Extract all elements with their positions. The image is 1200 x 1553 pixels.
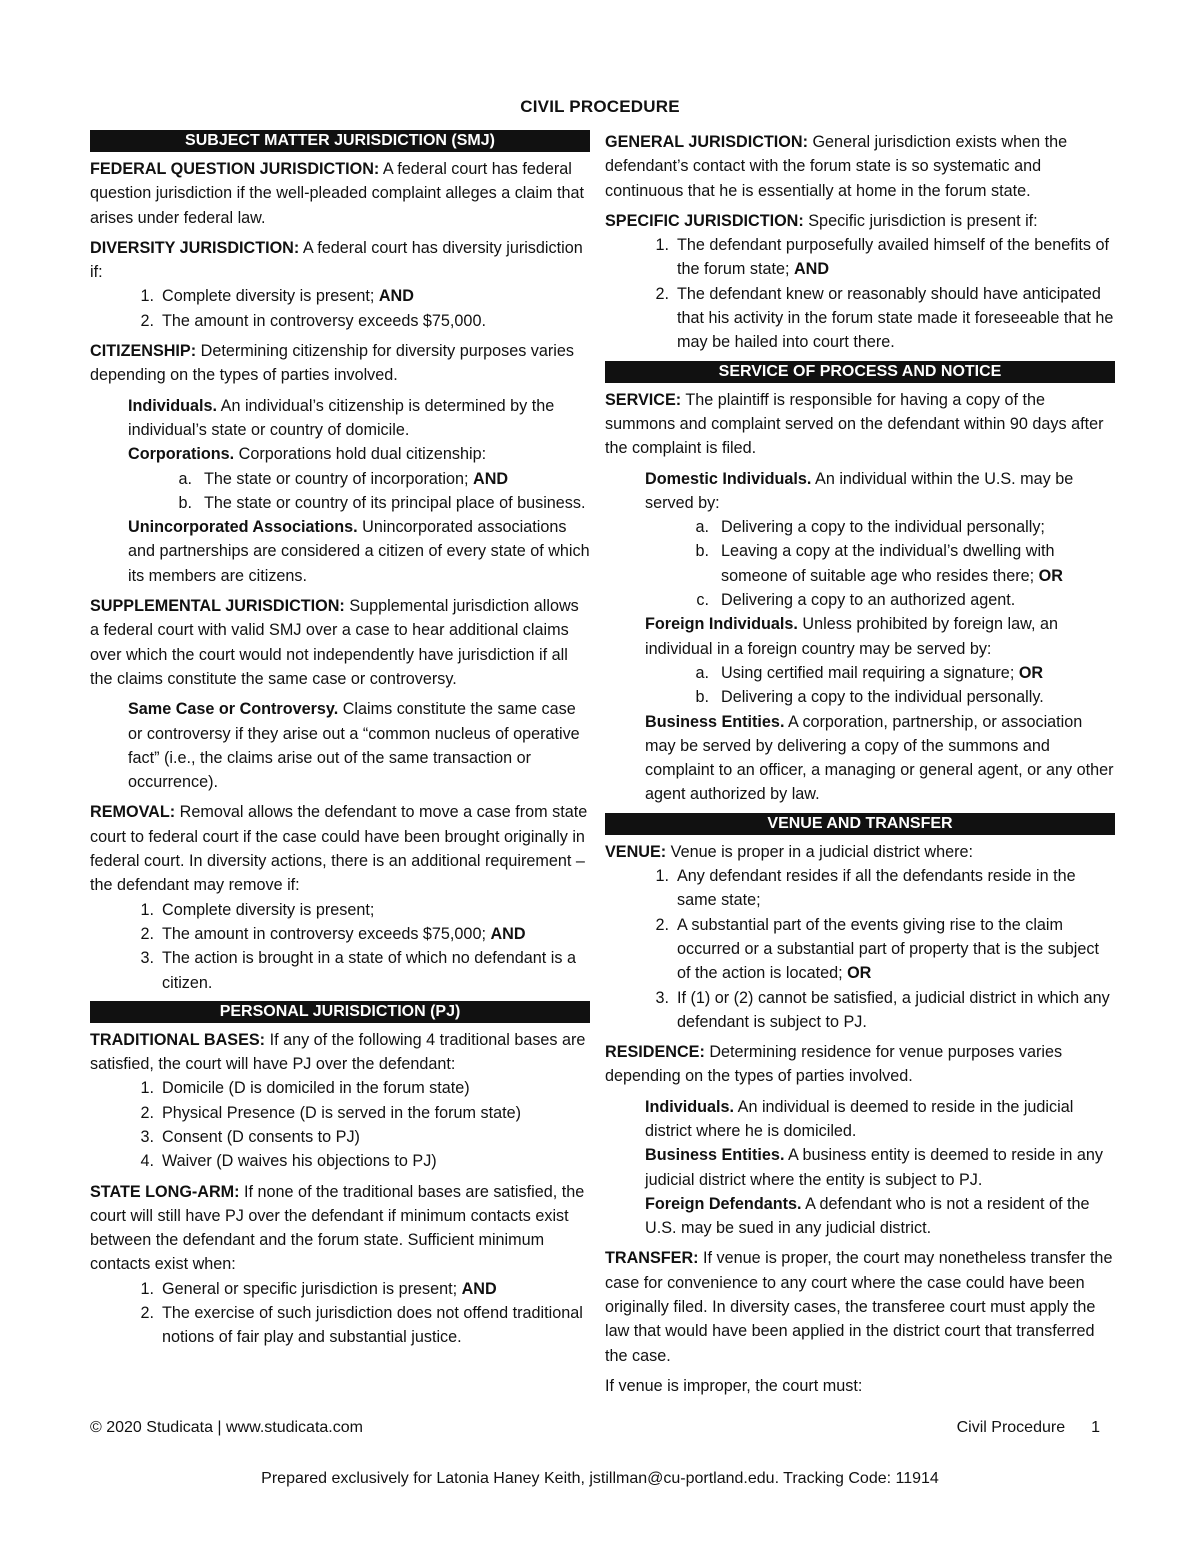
list-text: The amount in controversy exceeds $75,000; (162, 924, 491, 943)
list-text: The exercise of such jurisdiction does not offend traditional notions of fair play and substantial justice. (162, 1304, 583, 1347)
term-general-jurisdiction: GENERAL JURISDICTION: (605, 133, 808, 151)
list-text: A substantial part of the events giving rise to the claim occurred or a substantial part of property that is the subject of the action is located; (677, 915, 1099, 983)
list-item (605, 515, 1115, 539)
list-text: Physical Presence (D is served in the forum state) (162, 1103, 521, 1122)
paragraph-general-jurisdiction (605, 130, 1115, 203)
list-item (90, 1101, 590, 1125)
term-service: SERVICE: (605, 390, 682, 409)
text-supplemental: Supplemental jurisdiction allows a federal court with valid SMJ over a case to hear additional claims over which the court would not independently have jurisdiction if all the claims constitute the same case or controversy. (90, 597, 579, 688)
section-header-pj: PERSONAL JURISDICTION (PJ) (90, 1001, 590, 1023)
text-residence: Determining residence for venue purposes varies depending on the types of parties involved. (605, 1043, 1063, 1086)
list-number: a. (178, 469, 192, 488)
paragraph-domestic (605, 467, 1115, 516)
text-same-case: Claims constitute the same case or controversy if they arise out a “common nucleus of operative fact” (i.e., the claims arise out of the same transaction or occurrence). (128, 700, 580, 792)
text-unincorporated: Unincorporated associations and partnerships are considered a citizen of every state of which its members are citizens. (128, 518, 590, 585)
list-number: b. (178, 493, 192, 512)
list-text: The state or country of its principal place of business. (204, 493, 586, 512)
list-text: Leaving a copy at the individual’s dwelling with someone of suitable age who resides there; (721, 542, 1055, 585)
list-bold: AND (793, 260, 830, 279)
list-foreign (605, 661, 1115, 710)
list-diversity (90, 284, 590, 333)
list-bold: OR (1038, 566, 1063, 585)
paragraph-diversity (90, 236, 590, 285)
list-text: Any defendant resides if all the defendants reside in the same state; (677, 867, 1076, 910)
term-transfer: TRANSFER: (605, 1249, 699, 1268)
paragraph-corporations (90, 442, 590, 466)
list-item (605, 864, 1115, 913)
term-same-case: Same Case or Controversy. (128, 700, 339, 719)
text-citizenship: Determining citizenship for diversity purposes varies depending on the types of parties involved. (90, 342, 574, 385)
text-domestic: An individual within the U.S. may be served by: (645, 469, 1074, 512)
paragraph-unincorporated (90, 515, 590, 588)
footer-doc-name: Civil Procedure (956, 1419, 1066, 1436)
paragraph-res-business (605, 1143, 1115, 1192)
list-item (90, 1125, 590, 1149)
list-text: Complete diversity is present; (162, 900, 375, 919)
list-text: Domicile (D is domiciled in the forum state) (162, 1079, 470, 1098)
list-number: 2. (140, 1103, 154, 1122)
list-text: Delivering a copy to the individual personally; (721, 518, 1045, 537)
text-service: The plaintiff is responsible for having a copy of the summons and complaint served on the defendant within 90 days after the complaint is filed. (605, 390, 1104, 458)
list-item (605, 913, 1115, 986)
list-number: a. (695, 518, 709, 537)
list-item (90, 467, 590, 491)
list-number: 1. (140, 1279, 154, 1298)
list-item (605, 661, 1115, 685)
list-number: 3. (140, 949, 154, 968)
list-text: Using certified mail requiring a signature; (721, 663, 1019, 682)
list-venue (605, 864, 1115, 1034)
term-business-entities: Business Entities. (645, 712, 785, 731)
list-text: Consent (D consents to PJ) (162, 1127, 360, 1146)
text-foreign: Unless prohibited by foreign law, an individual in a foreign country may be served by: (645, 615, 1058, 658)
list-domestic (605, 515, 1115, 612)
list-number: 2. (140, 1304, 154, 1323)
paragraph-res-individuals (605, 1095, 1115, 1144)
list-text: Delivering a copy to the individual personally. (721, 688, 1044, 707)
section-header-venue: VENUE AND TRANSFER (605, 813, 1115, 835)
list-bold: OR (847, 964, 872, 983)
list-text: If (1) or (2) cannot be satisfied, a judicial district in which any defendant is subject to PJ. (677, 988, 1110, 1031)
footer-page-info (957, 1419, 1100, 1437)
list-number: 3. (140, 1127, 154, 1146)
list-number: 1. (140, 900, 154, 919)
paragraph-citizenship (90, 339, 590, 388)
list-text: The action is brought in a state of which no defendant is a citizen. (162, 949, 576, 992)
text-transfer: If venue is proper, the court may nonetheless transfer the case for convenience to any court where the case could have been originally filed. In diversity cases, the transferee court must apply the law that would have been applied in the district court that transferred the case. (605, 1249, 1113, 1365)
list-item (90, 1277, 590, 1301)
list-item (605, 282, 1115, 355)
list-item (605, 539, 1115, 588)
list-item (90, 491, 590, 515)
list-number: 2. (140, 311, 154, 330)
term-residence: RESIDENCE: (605, 1043, 705, 1062)
list-number: b. (695, 542, 709, 561)
page-title: CIVIL PROCEDURE (520, 97, 680, 116)
list-traditional (90, 1076, 590, 1173)
section-header-smj: SUBJECT MATTER JURISDICTION (SMJ) (90, 130, 590, 152)
list-bold: AND (378, 287, 414, 306)
list-number: 2. (655, 915, 669, 934)
text-diversity: A federal court has diversity jurisdiction if: (90, 238, 583, 282)
list-text: The defendant purposefully availed himself of the benefits of the forum state; (677, 236, 1109, 279)
term-foreign: Foreign Individuals. (645, 615, 798, 634)
list-bold: AND (490, 924, 526, 943)
list-text: The defendant knew or reasonably should have anticipated that his activity in the forum state made it foreseeable that he may be hailed into court there. (677, 284, 1114, 352)
text-specific-jurisdiction: Specific jurisdiction is present if: (803, 211, 1038, 230)
list-text: Delivering a copy to an authorized agent. (721, 591, 1016, 610)
list-specific-jurisdiction (605, 233, 1115, 354)
paragraph-federal-question (90, 157, 590, 230)
list-number: 1. (140, 1079, 154, 1098)
term-unincorporated: Unincorporated Associations. (128, 518, 358, 537)
text-res-business: A business entity is deemed to reside in any judicial district where the entity is subject to PJ. (645, 1146, 1103, 1189)
list-text: General or specific jurisdiction is present; (162, 1279, 462, 1298)
term-res-business: Business Entities. (645, 1146, 785, 1165)
text-general-jurisdiction: General jurisdiction exists when the defendant’s contact with the forum state is so systematic and continuous that he is essentially at home in the forum state. (605, 133, 1068, 200)
paragraph-improper-venue: If venue is improper, the court must: (605, 1376, 863, 1395)
paragraph-business-entities (605, 710, 1115, 807)
paragraph-foreign (605, 612, 1115, 661)
term-diversity: DIVERSITY JURISDICTION: (90, 238, 300, 257)
text-res-individuals: An individual is deemed to reside in the judicial district where he is domiciled. (645, 1097, 1074, 1140)
right-column (605, 130, 1115, 1404)
list-text: The state or country of incorporation; (204, 469, 474, 488)
text-venue: Venue is proper in a judicial district where: (666, 842, 973, 861)
list-number: 1. (655, 867, 669, 886)
list-number: a. (695, 663, 709, 682)
term-removal: REMOVAL: (90, 803, 176, 822)
paragraph-long-arm (90, 1180, 590, 1277)
term-domestic: Domestic Individuals. (645, 469, 812, 488)
term-corporations: Corporations. (128, 445, 235, 464)
list-item (90, 1076, 590, 1100)
list-number: 1. (140, 287, 154, 306)
term-res-foreign: Foreign Defendants. (645, 1194, 802, 1213)
text-individuals: An individual’s citizenship is determined by the individual’s state or country of domicile. (128, 396, 555, 439)
list-bold: AND (473, 469, 509, 488)
paragraph-transfer (605, 1246, 1115, 1367)
term-traditional: TRADITIONAL BASES: (90, 1030, 266, 1049)
list-item (605, 588, 1115, 612)
paragraph-service (605, 388, 1115, 461)
footer-page-number: 1 (1091, 1419, 1100, 1436)
list-number: c. (696, 591, 709, 610)
list-text: The amount in controversy exceeds $75,000. (162, 311, 486, 330)
term-citizenship: CITIZENSHIP: (90, 342, 197, 361)
paragraph-residence (605, 1040, 1115, 1089)
list-text: Complete diversity is present; (162, 287, 379, 306)
text-business-entities: A corporation, partnership, or association may be served by delivering a copy of the summons and complaint to an officer, a managing or general agent, or any other agent authorized by law. (645, 712, 1114, 804)
paragraph-venue (605, 840, 1115, 864)
list-removal (90, 898, 590, 995)
term-specific-jurisdiction: SPECIFIC JURISDICTION: (605, 211, 804, 230)
list-long-arm (90, 1277, 590, 1350)
paragraph-individuals (90, 394, 590, 443)
text-removal: Removal allows the defendant to move a case from state court to federal court if the case could have been brought originally in federal court. In diversity actions, there is an additional requirement – the defendant may remove if: (90, 803, 588, 895)
tracking-notice: Prepared exclusively for Latonia Haney Keith, jstillman@cu-portland.edu. Tracking Code: 11914 (261, 1470, 939, 1487)
list-number: 1. (655, 236, 669, 255)
paragraph-removal (90, 800, 590, 897)
list-bold: AND (461, 1279, 497, 1298)
list-text: Waiver (D waives his objections to PJ) (162, 1152, 437, 1171)
list-item (605, 986, 1115, 1035)
list-item (90, 1149, 590, 1173)
text-long-arm: If none of the traditional bases are satisfied, the court will still have PJ over the defendant if minimum contacts exist between the defendant and the forum state. Sufficient minimum contacts exist when: (90, 1182, 585, 1274)
term-individuals: Individuals. (128, 396, 218, 415)
list-number: 2. (655, 284, 669, 303)
paragraph-same-case (90, 697, 590, 794)
list-number: 3. (655, 988, 669, 1007)
term-federal-question: FEDERAL QUESTION JURISDICTION: (90, 160, 380, 178)
list-item (90, 309, 590, 333)
list-item (90, 284, 590, 308)
footer-copyright: © 2020 Studicata | www.studicata.com (90, 1419, 363, 1436)
list-item (90, 898, 590, 922)
list-item (90, 1301, 590, 1350)
paragraph-res-foreign (605, 1192, 1115, 1241)
list-bold: OR (1018, 663, 1044, 682)
list-item (605, 685, 1115, 709)
paragraph-traditional (90, 1028, 590, 1077)
text-traditional: If any of the following 4 traditional bases are satisfied, the court will have PJ over the defendant: (90, 1030, 586, 1074)
list-item (90, 946, 590, 995)
list-item (605, 233, 1115, 282)
paragraph-supplemental (90, 594, 590, 691)
text-res-foreign: A defendant who is not a resident of the U.S. may be sued in any judicial district. (645, 1194, 1090, 1238)
section-header-service: SERVICE OF PROCESS AND NOTICE (605, 361, 1115, 383)
list-number: 2. (140, 924, 154, 943)
left-column (90, 130, 590, 1356)
list-number: b. (695, 688, 709, 707)
list-corporations (90, 467, 590, 516)
paragraph-specific-jurisdiction (605, 209, 1115, 233)
list-number: 4. (140, 1152, 154, 1171)
term-res-individuals: Individuals. (645, 1097, 735, 1116)
term-supplemental: SUPPLEMENTAL JURISDICTION: (90, 597, 345, 616)
text-corporations: Corporations hold dual citizenship: (234, 445, 487, 464)
term-long-arm: STATE LONG-ARM: (90, 1182, 240, 1201)
text-federal-question: A federal court has federal question jurisdiction if the well-pleaded complaint alleges a claim that arises under federal law. (90, 160, 584, 227)
list-item (90, 922, 590, 946)
term-venue: VENUE: (605, 842, 667, 861)
